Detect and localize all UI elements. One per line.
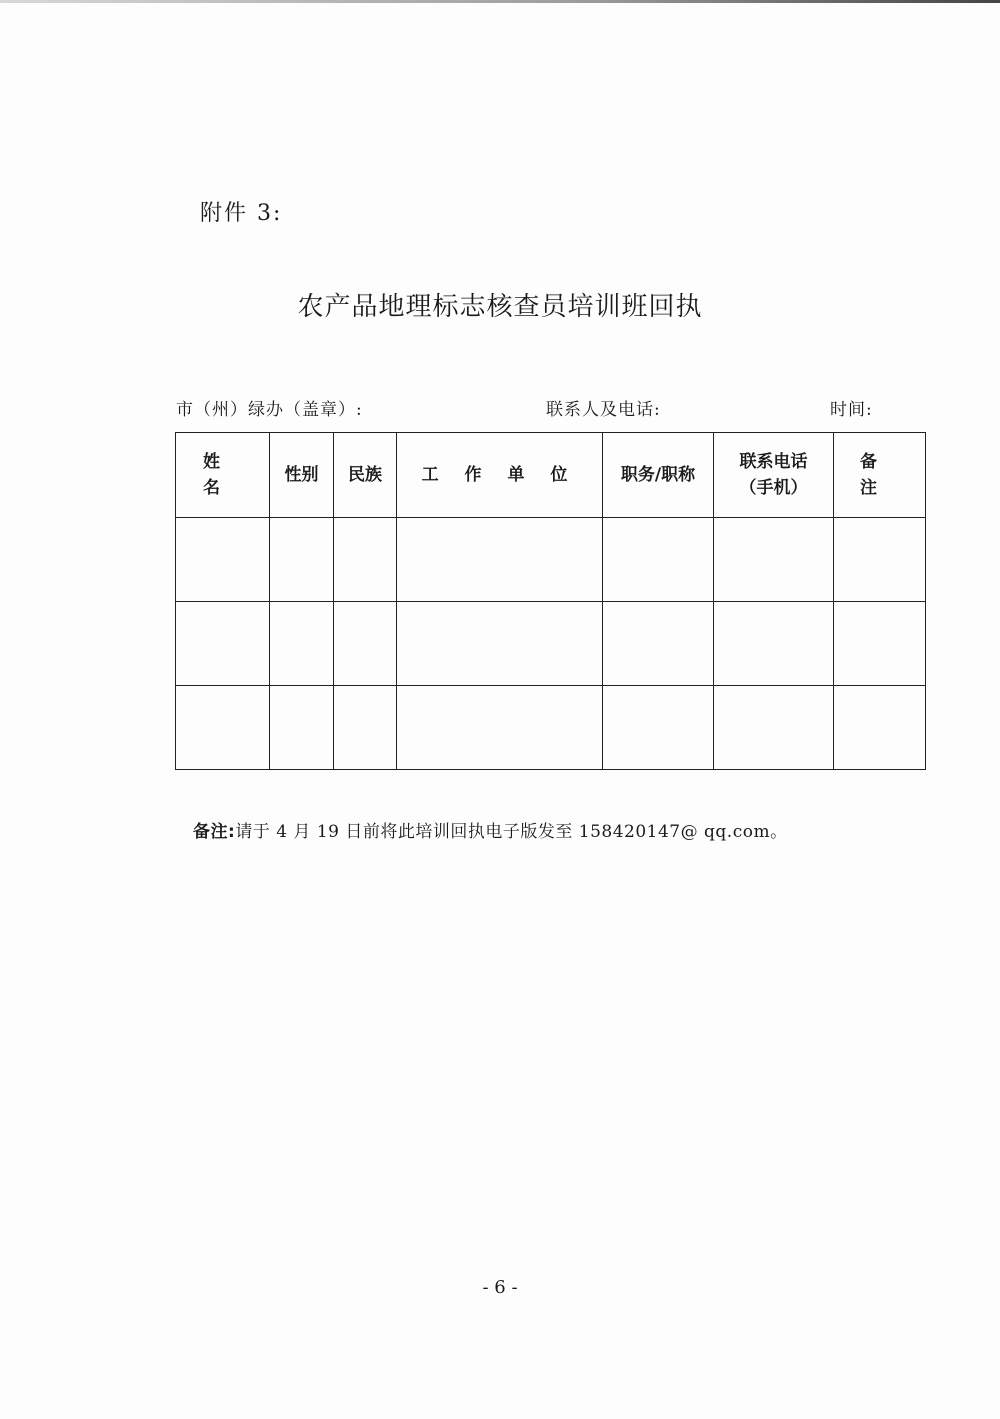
cell-work-unit[interactable] bbox=[397, 602, 603, 686]
cell-work-unit[interactable] bbox=[397, 686, 603, 770]
cell-position[interactable] bbox=[603, 518, 714, 602]
cell-position[interactable] bbox=[603, 602, 714, 686]
registration-table bbox=[175, 432, 926, 770]
header-name: 姓 名 bbox=[176, 433, 270, 518]
table-row bbox=[176, 518, 926, 602]
page-number: - 6 - bbox=[482, 1277, 518, 1298]
header-position: 职务/职称 bbox=[603, 433, 714, 518]
table-header-row bbox=[176, 433, 926, 518]
cell-remarks[interactable] bbox=[834, 518, 926, 602]
remark-text: 请于 4 月 19 日前将此培训回执电子版发至 158420147@ qq.com。 bbox=[235, 822, 788, 842]
cell-name[interactable] bbox=[176, 686, 270, 770]
top-edge-rule bbox=[0, 0, 1000, 3]
cell-name[interactable] bbox=[176, 518, 270, 602]
cell-ethnicity[interactable] bbox=[334, 602, 397, 686]
header-gender: 性别 bbox=[270, 433, 334, 518]
header-phone-line1: 联系电话 bbox=[739, 452, 808, 472]
cell-remarks[interactable] bbox=[834, 686, 926, 770]
attachment-label: 附件 3: bbox=[200, 201, 283, 226]
header-work-unit: 工 作 单 位 bbox=[397, 433, 603, 518]
header-phone-line2: （手机） bbox=[739, 478, 808, 498]
cell-work-unit[interactable] bbox=[397, 518, 603, 602]
cell-gender[interactable] bbox=[270, 518, 334, 602]
header-ethnicity: 民族 bbox=[334, 433, 397, 518]
cell-ethnicity[interactable] bbox=[334, 686, 397, 770]
table-row bbox=[176, 602, 926, 686]
cell-phone[interactable] bbox=[714, 602, 834, 686]
cell-ethnicity[interactable] bbox=[334, 518, 397, 602]
table-row bbox=[176, 686, 926, 770]
cell-phone[interactable] bbox=[714, 518, 834, 602]
header-remarks: 备 注 bbox=[834, 433, 926, 518]
cell-remarks[interactable] bbox=[834, 602, 926, 686]
cell-position[interactable] bbox=[603, 686, 714, 770]
cell-gender[interactable] bbox=[270, 686, 334, 770]
unit-seal-label: 市（州）绿办（盖章）: bbox=[176, 400, 363, 420]
document-title: 农产品地理标志核查员培训班回执 bbox=[297, 292, 703, 322]
remark-note bbox=[193, 817, 788, 842]
remark-label: 备注: bbox=[193, 822, 236, 842]
cell-gender[interactable] bbox=[270, 602, 334, 686]
cell-phone[interactable] bbox=[714, 686, 834, 770]
contact-phone-label: 联系人及电话: bbox=[546, 400, 661, 420]
header-phone bbox=[714, 433, 834, 518]
cell-name[interactable] bbox=[176, 602, 270, 686]
time-label: 时间: bbox=[830, 400, 873, 420]
